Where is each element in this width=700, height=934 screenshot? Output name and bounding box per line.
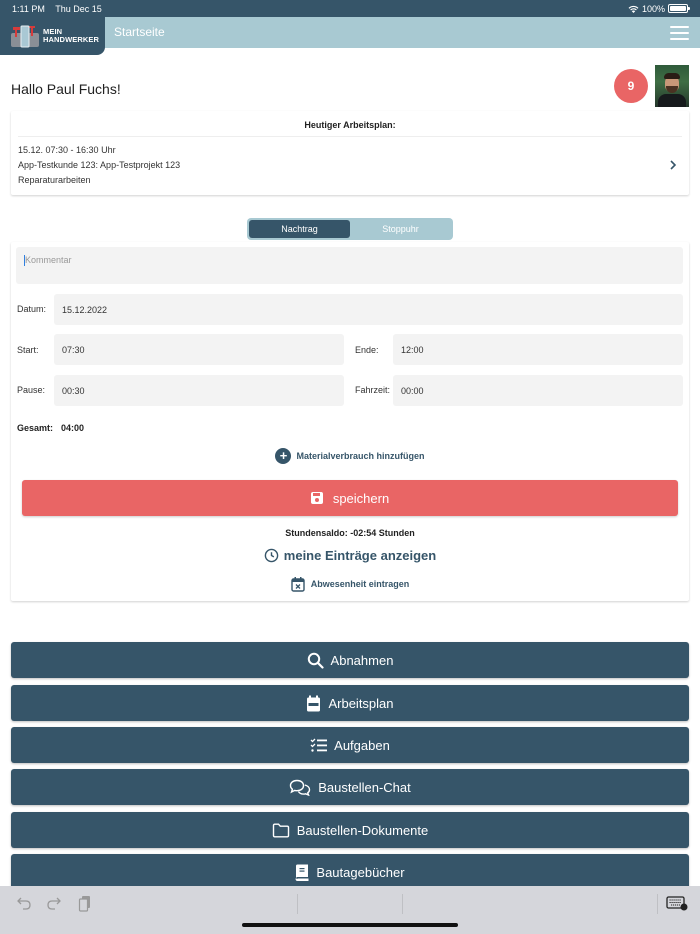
toolbox-logo-icon (10, 24, 40, 48)
status-bar (0, 0, 700, 17)
menu-button-bautagebuecher[interactable] (11, 854, 689, 890)
battery-icon (668, 4, 688, 13)
chevron-right-icon[interactable] (669, 158, 677, 174)
pause-label: Pause: (17, 385, 46, 395)
plus-circle-icon: + (275, 448, 291, 464)
app-logo[interactable] (0, 17, 105, 55)
show-entries-link[interactable] (11, 548, 689, 563)
show-entries-label: meine Einträge anzeigen (283, 548, 437, 563)
total-value: 04:00 (61, 423, 85, 433)
menu-button-aufgaben[interactable] (11, 727, 689, 763)
battery-percent: 100% (641, 3, 665, 14)
paste-icon[interactable] (78, 895, 92, 913)
comment-input[interactable] (16, 247, 683, 284)
book-icon (295, 864, 309, 881)
page-title: Startseite (114, 25, 165, 39)
pause-field[interactable]: 00:30 (54, 375, 344, 406)
hamburger-icon-bar (670, 32, 689, 34)
separator (657, 894, 658, 914)
logo-text-line2: HANDWERKER (43, 35, 99, 44)
greeting: Hallo Paul Fuchs! (11, 81, 121, 97)
date-label: Datum: (17, 304, 47, 314)
save-button[interactable] (22, 480, 678, 516)
menu-button-arbeitsplan[interactable] (11, 685, 689, 721)
workplan-task: Reparaturarbeiten (18, 175, 91, 185)
menu-label: Baustellen-Dokumente (296, 822, 429, 838)
tab-nachtrag[interactable]: Nachtrag (249, 220, 350, 238)
end-time-field[interactable]: 12:00 (393, 334, 683, 365)
redo-icon[interactable] (46, 895, 62, 911)
undo-icon[interactable] (16, 895, 32, 911)
workplan-time: 15.12. 07:30 - 16:30 Uhr (18, 145, 116, 155)
avatar[interactable] (655, 65, 689, 107)
hamburger-icon-bar (670, 26, 689, 28)
folder-icon (272, 823, 290, 838)
menu-label: Arbeitsplan (328, 695, 394, 711)
chat-icon (289, 779, 311, 796)
date-field[interactable]: 15.12.2022 (54, 294, 683, 325)
workplan-project: App-Testkunde 123: App-Testprojekt 123 (18, 160, 181, 170)
floppy-disk-icon (311, 492, 323, 504)
status-date: Thu Dec 15 (55, 3, 102, 14)
clock-icon (264, 548, 279, 563)
travel-time-field[interactable]: 00:00 (393, 375, 683, 406)
menu-button-baustellen-chat[interactable] (11, 769, 689, 805)
workplan-title: Heutiger Arbeitsplan: (18, 111, 682, 137)
add-material-button[interactable] (11, 448, 689, 464)
menu-label: Aufgaben (334, 737, 390, 753)
wifi-icon (628, 5, 639, 13)
workplan-card[interactable] (11, 111, 689, 195)
logo-text-line1: MEIN (43, 27, 63, 36)
calendar-icon (306, 695, 321, 712)
total-time (17, 423, 84, 433)
end-label: Ende: (355, 345, 379, 355)
save-label: speichern (332, 490, 390, 506)
status-time: 1:11 PM (12, 3, 45, 14)
menu-label: Abnahmen (330, 652, 394, 668)
calendar-x-icon (291, 576, 305, 592)
tasks-icon (310, 738, 327, 753)
nav-bar (0, 17, 700, 48)
start-label: Start: (17, 345, 39, 355)
time-entry-form (11, 242, 689, 601)
comment-placeholder: Kommentar (25, 255, 72, 265)
home-indicator[interactable] (242, 923, 458, 927)
total-label: Gesamt: (17, 423, 54, 433)
menu-button-baustellen-dokumente[interactable] (11, 812, 689, 848)
menu-label: Baustellen-Chat (318, 779, 411, 795)
search-icon (307, 652, 324, 669)
notification-badge[interactable]: 9 (614, 69, 648, 103)
menu-label: Bautagebücher (316, 864, 405, 880)
travel-time-label: Fahrzeit: (355, 385, 391, 395)
menu-button-abnahmen[interactable] (11, 642, 689, 678)
menu-button[interactable] (670, 26, 689, 40)
mode-segmented-control (247, 218, 453, 240)
separator (297, 894, 298, 914)
tab-stoppuhr[interactable]: Stoppuhr (382, 224, 419, 234)
enter-absence-link[interactable] (11, 576, 689, 592)
hamburger-icon-bar (670, 38, 689, 40)
enter-absence-label: Abwesenheit eintragen (310, 579, 410, 589)
add-material-label: Materialverbrauch hinzufügen (296, 451, 425, 461)
keyboard-dismiss-icon[interactable] (666, 895, 688, 911)
separator (402, 894, 403, 914)
hours-balance: Stundensaldo: -02:54 Stunden (285, 528, 415, 538)
start-time-field[interactable]: 07:30 (54, 334, 344, 365)
